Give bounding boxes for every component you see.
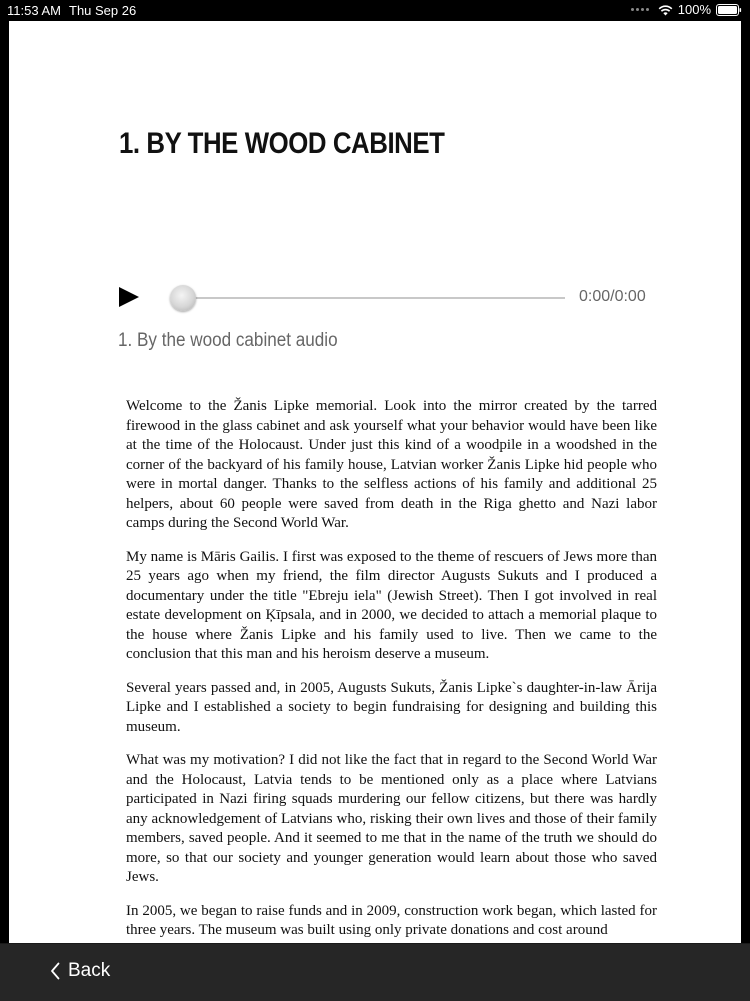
paragraph: Several years passed and, in 2005, Augusts Sukuts, Žanis Lipke`s daughter-in-law Ārija Lipke and I established a society to begin fundraising for designing and building this museum. (126, 679, 657, 735)
play-button[interactable] (117, 285, 141, 309)
audio-progress-thumb[interactable] (170, 285, 196, 311)
paragraph: In 2005, we began to raise funds and in 2009, construction work began, which lasted for three years. The museum was built using only private donations and cost around (126, 902, 657, 938)
status-indicators (631, 2, 742, 17)
audio-player (117, 281, 657, 313)
battery-percent: 100% (677, 2, 711, 17)
bottom-toolbar (0, 943, 750, 1001)
audio-time: 0:00/0:00 (579, 288, 646, 305)
chapter-title: 1. BY THE WOOD CABINET (119, 127, 445, 160)
paragraph: Welcome to the Žanis Lipke memorial. Look into the mirror created by the tarred firewood in the glass cabinet and ask yourself what your behavior would have been like at the time of the Holocaust. Under just this kind of a woodpile in a woodshed in the corner of the backyard of his family house, Latvian worker Žanis Lipke hid people who were in mortal danger. Thanks to the selfless actions of his family and additional 25 helpers, about 60 people were saved from death in the Riga ghetto and Nazi labor camps during the Second World War. (126, 398, 657, 531)
play-icon (117, 285, 141, 309)
status-bar (0, 0, 750, 21)
wifi-icon (658, 4, 673, 16)
chevron-left-icon (50, 962, 60, 980)
paragraph: What was my motivation? I did not like the fact that in regard to the Second World War and the Holocaust, Latvia tends to be mentioned only as a place where Latvians participated in Nazi firing squads murdering our fellow citizens, but there was hardly any acknowledgement of Latvians who, risking their own lives and those of their family members, saved people. And it seemed to me that in the name of the truth we should do more, so that our society and younger generation would learn about those who saved Jews. (126, 752, 657, 885)
status-time: 11:53 AM (7, 3, 61, 18)
article-body (126, 397, 657, 943)
status-date: Thu Sep 26 (69, 3, 137, 18)
audio-caption: 1. By the wood cabinet audio (118, 330, 338, 351)
paragraph: My name is Māris Gailis. I first was exposed to the theme of rescuers of Jews more than 25 years ago when my friend, the film director Augusts Sukuts and I produced a documentary under the title "Ebreju iela" (Jewish Street). Then I got involved in real estate development on Ķīpsala, and in 2000, we decided to attach a memorial plaque to the house where Žanis Lipke and his family used to live. Then we came to the conclusion that this man and his heroism deserve a museum. (126, 548, 657, 662)
back-button[interactable] (50, 960, 110, 982)
back-label: Back (68, 960, 111, 981)
battery-icon (716, 4, 742, 16)
audio-progress-track[interactable] (179, 297, 565, 299)
content-page (9, 21, 741, 943)
signal-dots-icon (631, 8, 649, 11)
